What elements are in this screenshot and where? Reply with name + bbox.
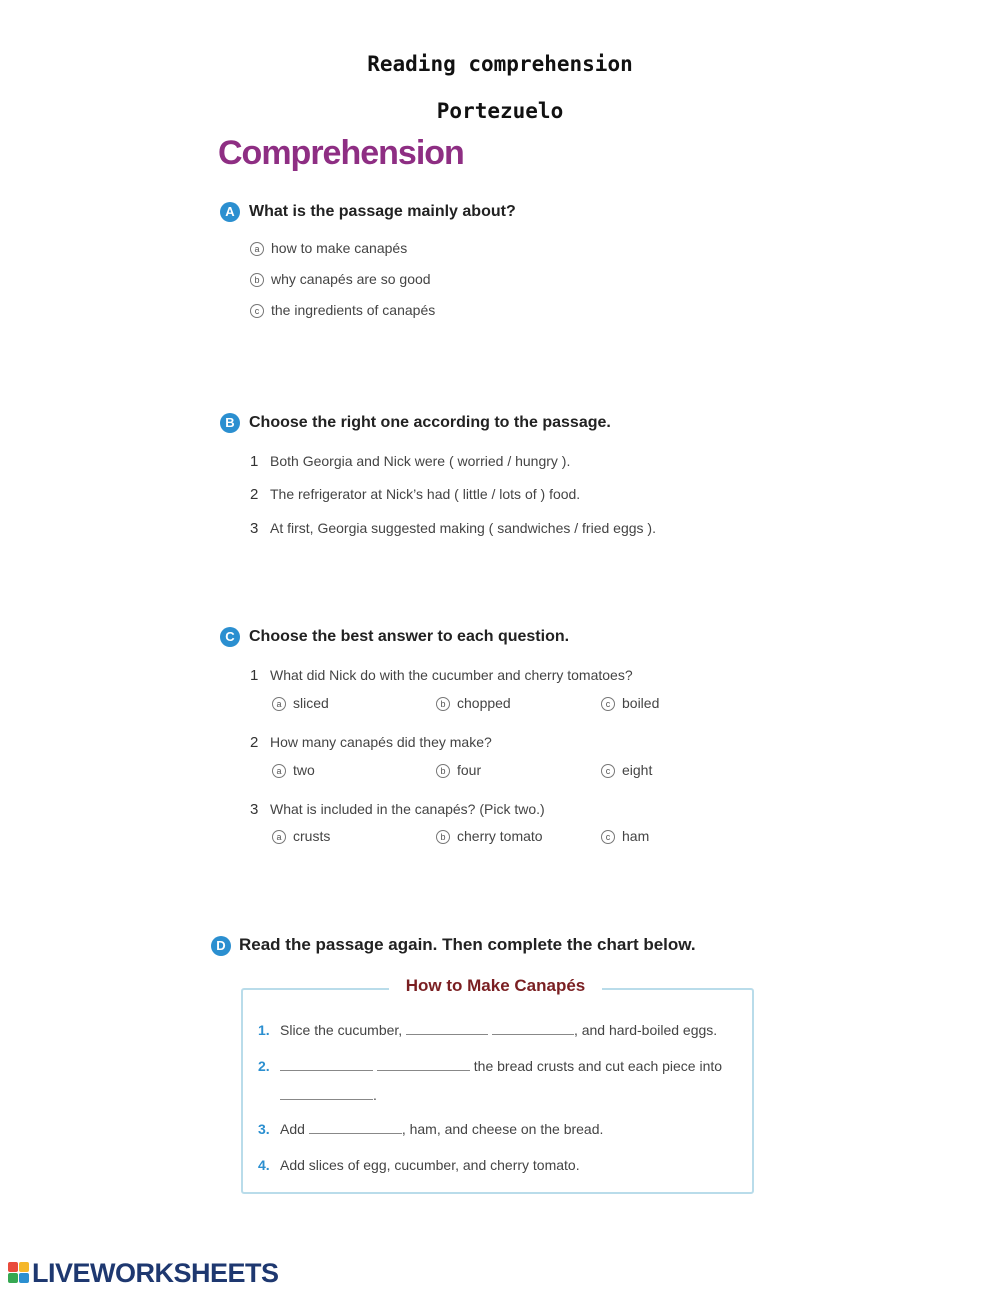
section-a-title: What is the passage mainly about? <box>249 203 516 221</box>
section-b-heading <box>220 413 611 433</box>
answer-blank[interactable] <box>280 1087 373 1100</box>
worksheet-subtitle: Portezuelo <box>436 99 564 123</box>
answer-blank[interactable] <box>492 1022 574 1035</box>
logo-text: LIVEWORKSHEETS <box>32 1258 279 1288</box>
option-text: eight <box>622 762 653 778</box>
step-number: 2. <box>258 1058 270 1074</box>
option-letter: a <box>272 697 286 711</box>
worksheet-title: Reading comprehension <box>367 52 633 76</box>
comprehension-heading: Comprehension <box>218 134 464 172</box>
item-number: 3 <box>250 520 259 537</box>
section-c-question <box>250 734 492 751</box>
step-text-post: the bread crusts and cut each piece into <box>473 1058 723 1074</box>
option-text: the ingredients of canapés <box>271 302 436 318</box>
question-number: 3 <box>250 801 259 818</box>
section-b-item[interactable] <box>250 453 570 470</box>
section-a-option[interactable] <box>250 302 435 318</box>
liveworksheets-logo-icon <box>8 1262 30 1284</box>
answer-option[interactable] <box>272 828 330 844</box>
step-number: 1. <box>258 1022 270 1038</box>
answer-option[interactable] <box>272 762 315 778</box>
item-number: 2 <box>250 486 259 503</box>
item-text: Both Georgia and Nick were ( worried / hungry ). <box>270 453 571 469</box>
option-letter: b <box>250 273 264 287</box>
question-text: What is included in the canapés? (Pick two.) <box>270 801 545 817</box>
answer-option[interactable] <box>436 695 511 711</box>
option-letter: b <box>436 764 450 778</box>
option-text: why canapés are so good <box>271 271 431 287</box>
section-d-title: Read the passage again. Then complete the chart below. <box>239 935 696 954</box>
option-letter: c <box>601 697 615 711</box>
step-number: 4. <box>258 1157 270 1173</box>
option-letter: b <box>436 697 450 711</box>
section-c-title: Choose the best answer to each question. <box>249 628 570 646</box>
chart-step-continued <box>280 1087 377 1103</box>
section-a-badge: A <box>220 202 240 222</box>
option-text: four <box>457 762 482 778</box>
answer-option[interactable] <box>601 695 659 711</box>
option-letter: a <box>272 764 286 778</box>
chart-step <box>258 1022 717 1038</box>
option-letter: b <box>436 830 450 844</box>
step-text-pre: Add <box>280 1121 305 1137</box>
option-letter: c <box>601 764 615 778</box>
section-b-item[interactable] <box>250 486 580 503</box>
question-number: 2 <box>250 734 259 751</box>
option-letter: c <box>250 304 264 318</box>
answer-blank[interactable] <box>406 1022 488 1035</box>
answer-option[interactable] <box>436 762 481 778</box>
answer-blank[interactable] <box>309 1121 402 1134</box>
option-text: cherry tomato <box>457 828 543 844</box>
section-c-question <box>250 667 633 684</box>
step-text-pre: Slice the cucumber, <box>280 1022 403 1038</box>
answer-option[interactable] <box>601 828 649 844</box>
answer-option[interactable] <box>436 828 543 844</box>
question-number: 1 <box>250 667 259 684</box>
option-text: ham <box>622 828 650 844</box>
section-c-question <box>250 801 545 818</box>
option-letter: c <box>601 830 615 844</box>
section-a-option[interactable] <box>250 271 431 287</box>
step-text-post: , ham, and cheese on the bread. <box>401 1121 604 1137</box>
option-text: sliced <box>293 695 329 711</box>
option-letter: a <box>272 830 286 844</box>
section-c-heading <box>220 627 569 647</box>
section-b-title: Choose the right one according to the passage. <box>249 414 611 432</box>
section-d-heading <box>211 935 696 956</box>
section-c-badge: C <box>220 627 240 647</box>
section-a-heading <box>220 202 516 222</box>
answer-blank[interactable] <box>280 1058 373 1071</box>
option-letter: a <box>250 242 264 256</box>
item-text: The refrigerator at Nick’s had ( little / lots of ) food. <box>270 486 581 502</box>
step-text-post: , and hard-boiled eggs. <box>573 1022 718 1038</box>
section-b-item[interactable] <box>250 520 656 537</box>
step-text: Add slices of egg, cucumber, and cherry tomato. <box>280 1157 580 1173</box>
chart-step <box>258 1058 722 1074</box>
question-text: What did Nick do with the cucumber and cherry tomatoes? <box>270 667 633 683</box>
question-text: How many canapés did they make? <box>270 734 492 750</box>
liveworksheets-logo <box>8 1258 279 1289</box>
answer-blank[interactable] <box>377 1058 470 1071</box>
answer-option[interactable] <box>272 695 329 711</box>
answer-option[interactable] <box>601 762 652 778</box>
step-text-tail: . <box>373 1087 377 1103</box>
option-text: boiled <box>622 695 660 711</box>
step-number: 3. <box>258 1121 270 1137</box>
chart-title: How to Make Canapés <box>389 973 602 999</box>
option-text: how to make canapés <box>271 240 408 256</box>
chart-step <box>258 1157 580 1173</box>
section-b-badge: B <box>220 413 240 433</box>
chart-step <box>258 1121 603 1137</box>
section-d-badge: D <box>211 936 231 956</box>
section-a-option[interactable] <box>250 240 407 256</box>
item-number: 1 <box>250 453 259 470</box>
item-text: At first, Georgia suggested making ( sandwiches / fried eggs ). <box>270 520 656 536</box>
option-text: two <box>293 762 315 778</box>
option-text: chopped <box>457 695 511 711</box>
option-text: crusts <box>293 828 331 844</box>
